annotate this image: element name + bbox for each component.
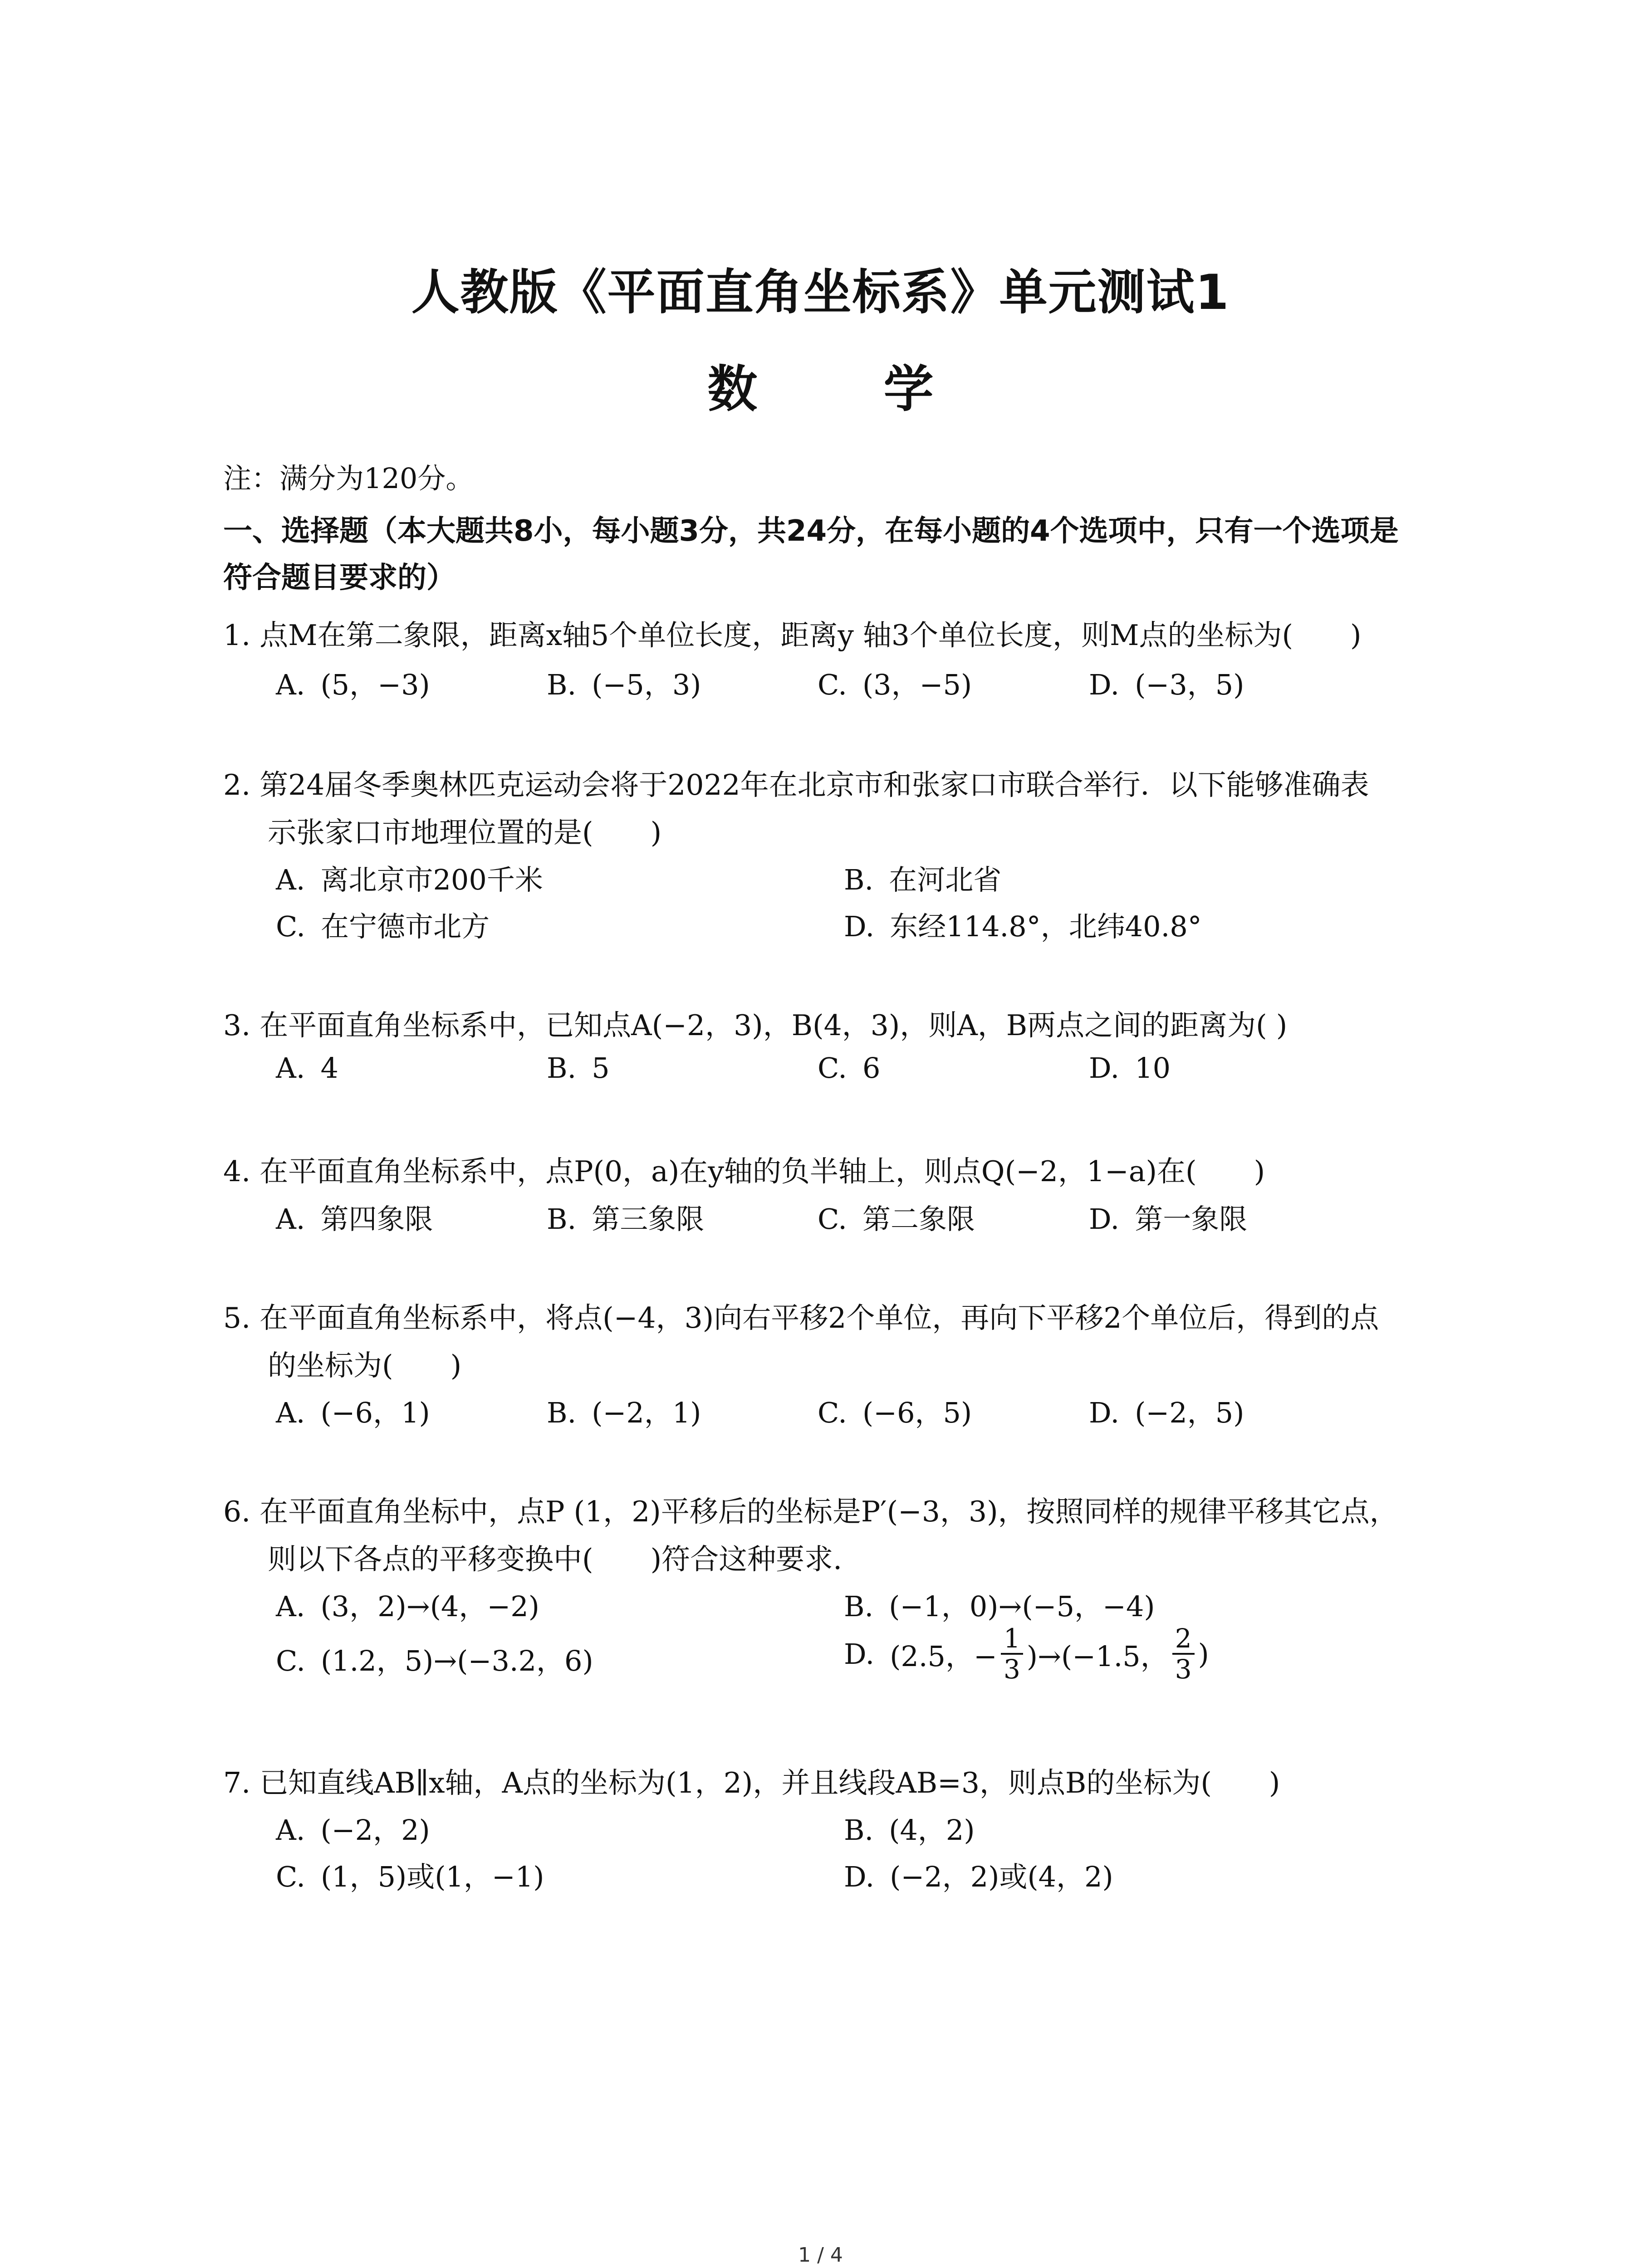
q6-option-d <box>844 1624 1209 1684</box>
q5-option-a <box>276 1390 430 1431</box>
q3-option-d <box>1089 1051 1171 1085</box>
q6-option-b <box>844 1584 1155 1624</box>
option-label: B. <box>547 1051 577 1085</box>
option-text: (1，5)或(1，−1) <box>320 1860 544 1893</box>
option-label: D. <box>1089 1396 1120 1429</box>
option-text: 第四象限 <box>320 1202 433 1236</box>
option-label: A. <box>276 1202 305 1236</box>
option-text: (−2，2)或(4，2) <box>890 1860 1113 1893</box>
option-label: B. <box>547 1202 577 1236</box>
option-label: A. <box>276 1396 305 1429</box>
option-label: D. <box>844 1860 875 1893</box>
option-text: 6 <box>862 1051 881 1085</box>
option-text: 在宁德市北方 <box>320 910 490 943</box>
fraction-two-thirds <box>1172 1624 1195 1684</box>
q7-option-d <box>844 1854 1113 1895</box>
document-title: 人教版《平面直角坐标系》单元测试1 <box>411 264 1230 320</box>
option-label: B. <box>547 1396 577 1429</box>
option-label: C. <box>818 1051 847 1085</box>
option-label: C. <box>818 1202 847 1236</box>
q5-option-c <box>818 1390 972 1431</box>
question-4-stem: 4. 在平面直角坐标系中，点P(0，a)在y轴的负半轴上，则点Q(−2，1−a)在( ) <box>223 1155 1265 1188</box>
option-label: A. <box>276 863 305 896</box>
option-text: (3，2)→(4，−2) <box>320 1590 539 1623</box>
option-text: 第一象限 <box>1135 1202 1248 1236</box>
section-heading-line1: 一、选择题（本大题共8小，每小题3分，共24分，在每小题的4个选项中，只有一个选项是 <box>223 514 1399 548</box>
option-text: (−2，2) <box>320 1813 430 1847</box>
fraction-numerator: 2 <box>1172 1624 1195 1655</box>
q1-option-b <box>547 662 701 703</box>
fraction-denominator: 3 <box>1175 1654 1192 1685</box>
option-text: (4，2) <box>889 1813 975 1847</box>
q4-option-b <box>547 1197 704 1237</box>
q7-option-c <box>276 1854 544 1895</box>
option-label: C. <box>276 910 305 943</box>
option-text: 4 <box>320 1051 338 1085</box>
option-text-part: (2.5，− <box>890 1639 997 1673</box>
option-text: (−1，0)→(−5，−4) <box>889 1590 1155 1623</box>
q3-option-b <box>547 1051 610 1085</box>
option-text-part: )→(−1.5， <box>1026 1639 1169 1673</box>
option-label: C. <box>818 1396 847 1429</box>
option-text: (−3，5) <box>1135 668 1244 701</box>
question-6-stem-line1: 6. 在平面直角坐标中，点P (1，2)平移后的坐标是P′(−3，3)，按照同样的规律平移其它点， <box>223 1495 1398 1528</box>
option-text: 10 <box>1135 1051 1171 1085</box>
option-text: (3，−5) <box>862 668 972 701</box>
option-text: 在河北省 <box>889 863 1002 896</box>
option-text: (−2，1) <box>592 1396 701 1429</box>
option-label: B. <box>844 1813 874 1847</box>
q1-option-d <box>1089 662 1244 703</box>
q7-option-b <box>844 1808 975 1848</box>
question-2-stem-line1: 2. 第24届冬季奥林匹克运动会将于2022年在北京市和张家口市联合举行．以下能够准确表 <box>223 768 1369 802</box>
q5-option-d <box>1089 1390 1244 1431</box>
option-text: (−2，5) <box>1135 1396 1244 1429</box>
q2-option-a <box>276 857 543 898</box>
option-label: D. <box>1089 1051 1120 1085</box>
question-5-stem-line1: 5. 在平面直角坐标系中，将点(−4，3)向右平移2个单位，再向下平移2个单位后，得到的点 <box>223 1301 1379 1334</box>
option-label: B. <box>844 863 874 896</box>
option-text: 第三象限 <box>592 1202 705 1236</box>
option-label: B. <box>547 668 577 701</box>
fraction-denominator: 3 <box>1003 1654 1020 1685</box>
question-3-stem: 3. 在平面直角坐标系中，已知点A(−2，3)，B(4，3)，则A，B两点之间的距离为( ) <box>223 1009 1288 1042</box>
option-text: 离北京市200千米 <box>320 863 543 896</box>
option-label: D. <box>844 1637 875 1671</box>
q4-option-c <box>818 1197 975 1237</box>
option-text: (5，−3) <box>320 668 430 701</box>
option-text: 东经114.8°，北纬40.8° <box>890 910 1202 943</box>
option-text: (1.2，5)→(−3.2，6) <box>320 1644 593 1677</box>
q2-option-b <box>844 857 1001 898</box>
q3-option-a <box>276 1051 338 1085</box>
section-heading-line2: 符合题目要求的） <box>223 561 456 595</box>
option-text: (−6，1) <box>320 1396 430 1429</box>
option-label: A. <box>276 1590 305 1623</box>
option-text: 第二象限 <box>862 1202 975 1236</box>
question-2-stem-line2: 示张家口市地理位置的是( ) <box>268 816 662 849</box>
option-label: A. <box>276 1813 305 1847</box>
q5-option-b <box>547 1390 701 1431</box>
option-label: C. <box>276 1644 305 1677</box>
q4-option-d <box>1089 1197 1247 1237</box>
section-heading <box>223 508 1457 601</box>
option-text: (−5，3) <box>592 668 701 701</box>
page-number: 1 / 4 <box>798 2244 843 2267</box>
subject-heading: 数 学 <box>707 360 988 418</box>
score-note: 注：满分为120分。 <box>223 462 474 495</box>
option-text: 5 <box>592 1051 610 1085</box>
fraction-one-third <box>1001 1624 1023 1684</box>
q1-option-a <box>276 662 430 703</box>
q3-option-c <box>818 1051 880 1085</box>
option-label: B. <box>844 1590 874 1623</box>
question-7-stem: 7. 已知直线AB∥x轴，A点的坐标为(1，2)，并且线段AB=3，则点B的坐标为( ) <box>223 1766 1280 1799</box>
q7-option-a <box>276 1808 430 1848</box>
question-6-stem-line2: 则以下各点的平移变换中( )符合这种要求. <box>268 1543 843 1576</box>
q6-option-c <box>276 1638 593 1679</box>
q2-option-c <box>276 904 490 944</box>
option-label: D. <box>1089 668 1120 701</box>
q6-option-a <box>276 1584 539 1624</box>
q2-option-d <box>844 904 1202 944</box>
q1-option-c <box>818 662 972 703</box>
option-label: D. <box>1089 1202 1120 1236</box>
fraction-numerator: 1 <box>1001 1624 1023 1655</box>
option-text-part: ) <box>1198 1637 1209 1671</box>
option-label: D. <box>844 910 875 943</box>
question-5-stem-line2: 的坐标为( ) <box>268 1349 462 1382</box>
question-1-stem: 1. 点M在第二象限，距离x轴5个单位长度，距离y 轴3个单位长度，则M点的坐标为( ) <box>223 619 1362 652</box>
option-text: (−6，5) <box>862 1396 972 1429</box>
option-label: A. <box>276 668 305 701</box>
option-label: A. <box>276 1051 305 1085</box>
option-label: C. <box>818 668 847 701</box>
q4-option-a <box>276 1197 433 1237</box>
option-label: C. <box>276 1860 305 1893</box>
